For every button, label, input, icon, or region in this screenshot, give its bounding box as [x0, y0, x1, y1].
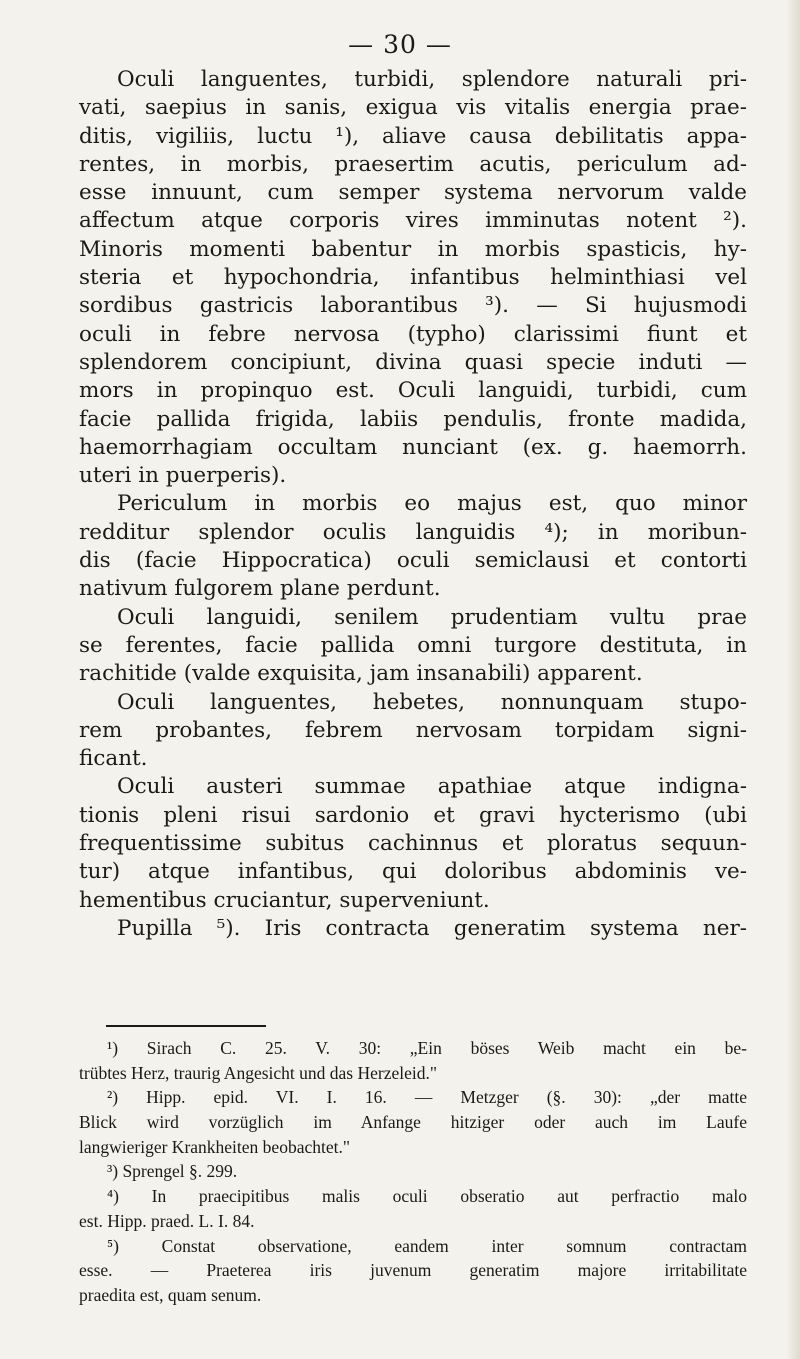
body-line: nativum fulgorem plane perdunt. [79, 576, 441, 602]
body-line: dis (facie Hippocratica) oculi semiclausi et contorti [79, 548, 747, 574]
footnote-line: langwieriger Krankheiten beobachtet." [79, 1136, 350, 1157]
body-line: rentes, in morbis, praesertim acutis, periculum ad- [79, 151, 747, 177]
body-line: steria et hypochondria, infantibus helminthiasi vel [79, 265, 747, 291]
page-number: — 30 — [348, 30, 452, 59]
body-line: haemorrhagiam occultam nunciant (ex. g. haemorrh. [79, 434, 747, 460]
body-line: rachitide (valde exquisita, jam insanabili) apparent. [79, 661, 643, 687]
body-line: tur) atque infantibus, qui doloribus abdominis ve- [79, 859, 747, 885]
body-line: Periculum in morbis eo majus est, quo minor [117, 491, 747, 517]
body-line: Pupilla ⁵). Iris contracta generatim systema ner- [117, 915, 747, 941]
footnote-line: Blick wird vorzüglich im Anfange hitziger oder auch im Laufe [79, 1112, 747, 1133]
body-line: Oculi languidi, senilem prudentiam vultu prae [117, 604, 747, 630]
footnote-line: esse. — Praeterea iris juvenum generatim majore irritabilitate [79, 1260, 747, 1281]
body-line: hementibus cruciantur, superveniunt. [79, 887, 490, 913]
body-text [79, 66, 747, 943]
body-line: ditis, vigiliis, luctu ¹), aliave causa debilitatis appa- [79, 123, 747, 149]
footnote-line: est. Hipp. praed. L. I. 84. [79, 1210, 255, 1231]
footnote-line: ²) Hipp. epid. VI. I. 16. — Metzger (§. 30): „der matte [107, 1087, 747, 1108]
body-line: Oculi languentes, turbidi, splendore naturali pri- [117, 67, 747, 92]
body-line: Oculi languentes, hebetes, nonnunquam stupo- [117, 689, 747, 715]
footnote-line: ¹) Sirach C. 25. V. 30: „Ein böses Weib macht ein be- [107, 1038, 747, 1058]
body-line: mors in propinquo est. Oculi languidi, turbidi, cum [79, 378, 747, 404]
footnote-line: ³) Sprengel §. 299. [107, 1161, 238, 1182]
footnotes [79, 1036, 747, 1308]
body-line: splendorem concipiunt, divina quasi specie induti — [79, 349, 747, 375]
body-line: frequentissime subitus cachinnus et ploratus sequun- [79, 831, 747, 857]
body-line: ficant. [79, 746, 148, 772]
body-line: sordibus gastricis laborantibus ³). — Si hujusmodi [79, 293, 747, 319]
footnote-rule [106, 1025, 266, 1027]
body-line: Oculi austeri summae apathiae atque indigna- [117, 774, 747, 800]
body-line: tionis pleni risui sardonio et gravi hycterismo (ubi [79, 802, 747, 828]
body-line: vati, saepius in sanis, exigua vis vitalis energia prae- [79, 95, 747, 121]
body-line: affectum atque corporis vires imminutas notent ²). [79, 208, 747, 234]
body-line: uteri in puerperis). [79, 463, 287, 489]
footnote-line: trübtes Herz, traurig Angesicht und das Herzeleid." [79, 1062, 437, 1083]
footnote-line: ⁵) Constat observatione, eandem inter somnum contractam [107, 1235, 747, 1256]
body-line: esse innuunt, cum semper systema nervorum valde [79, 180, 747, 206]
body-line: Minoris momenti babentur in morbis spasticis, hy- [79, 236, 747, 262]
body-line: rem probantes, febrem nervosam torpidam signi- [79, 717, 747, 743]
page-edge-shadow [786, 0, 800, 1359]
footnote-line: praedita est, quam senum. [79, 1284, 262, 1305]
body-line: redditur splendor oculis languidis ⁴); in moribun- [79, 519, 747, 545]
body-line: facie pallida frigida, labiis pendulis, fronte madida, [79, 406, 747, 432]
body-line: se ferentes, facie pallida omni turgore destituta, in [79, 632, 747, 658]
body-line: oculi in febre nervosa (typho) clarissimi fiunt et [79, 321, 747, 347]
footnote-line: ⁴) In praecipitibus malis oculi obseratio aut perfractio malo [107, 1186, 747, 1207]
